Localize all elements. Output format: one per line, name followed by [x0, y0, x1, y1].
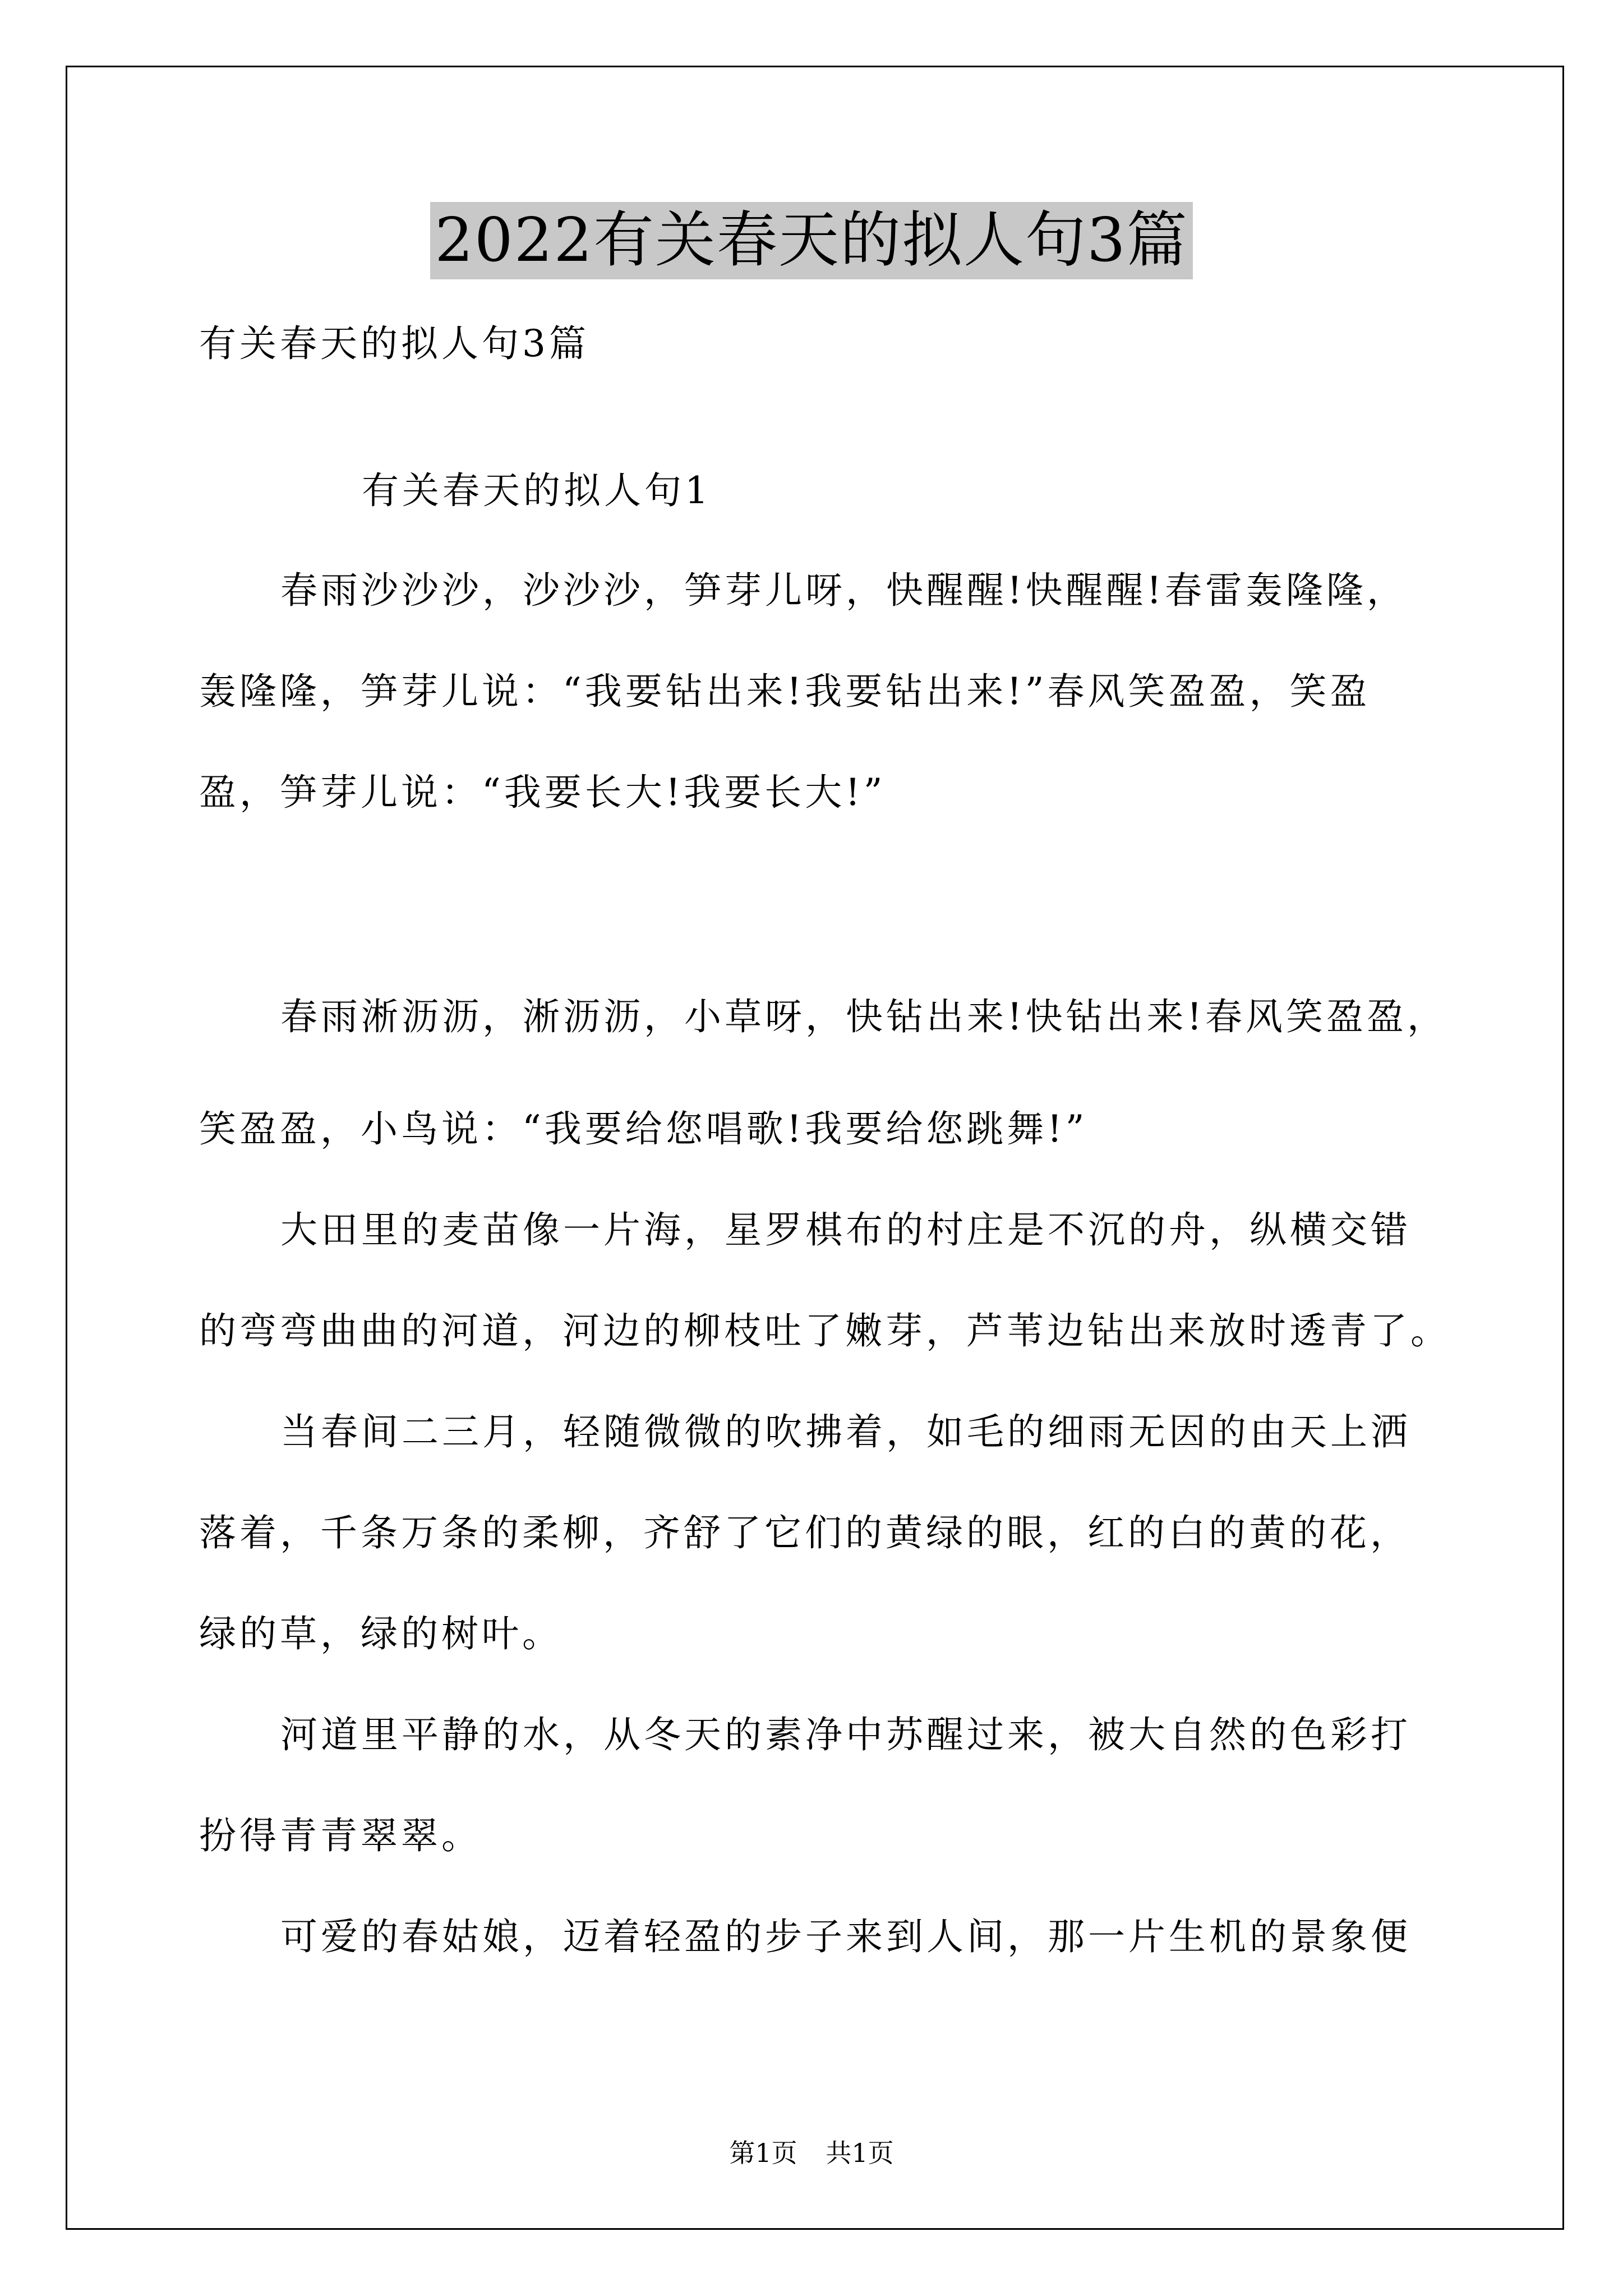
paragraph-line: 绿的草，绿的树叶。	[199, 1612, 562, 1655]
page-number: 第1页	[729, 2138, 797, 2168]
subtitle-line: 有关春天的拟人句3篇	[199, 322, 589, 365]
section-heading: 有关春天的拟人句1	[362, 469, 712, 512]
paragraph-line: 春雨沙沙沙，沙沙沙，笋芽儿呀，快醒醒!快醒醒!春雷轰隆隆，	[280, 569, 1408, 612]
paragraph-line: 春雨淅沥沥，淅沥沥，小草呀，快钻出来!快钻出来!春风笑盈盈，	[280, 995, 1448, 1038]
paragraph-line: 大田里的麦苗像一片海，星罗棋布的村庄是不沉的舟，纵横交错	[280, 1208, 1411, 1251]
paragraph-line: 轰隆隆，笋芽儿说：“我要钻出来!我要钻出来!”春风笑盈盈，笑盈	[199, 670, 1371, 713]
page-total: 共1页	[826, 2138, 894, 2168]
paragraph-line: 的弯弯曲曲的河道，河边的柳枝吐了嫩芽，芦苇边钻出来放时透青了。	[199, 1309, 1451, 1352]
page-footer	[0, 2136, 1623, 2170]
paragraph-line: 扮得青青翠翠。	[199, 1814, 482, 1857]
paragraph-line: 当春间二三月，轻随微微的吹拂着，如毛的细雨无因的由天上洒	[280, 1410, 1411, 1453]
title-container	[0, 202, 1623, 279]
document-title: 2022有关春天的拟人句3篇	[430, 202, 1193, 279]
paragraph-line: 可爱的春姑娘，迈着轻盈的步子来到人间，那一片生机的景象便	[280, 1915, 1411, 1958]
paragraph-line: 盈，笋芽儿说：“我要长大!我要长大!”	[199, 771, 886, 814]
paragraph-line: 笑盈盈，小鸟说：“我要给您唱歌!我要给您跳舞!”	[199, 1107, 1088, 1151]
paragraph-line: 落着，千条万条的柔柳，齐舒了它们的黄绿的眼，红的白的黄的花，	[199, 1511, 1410, 1554]
paragraph-line: 河道里平静的水，从冬天的素净中苏醒过来，被大自然的色彩打	[280, 1713, 1411, 1756]
